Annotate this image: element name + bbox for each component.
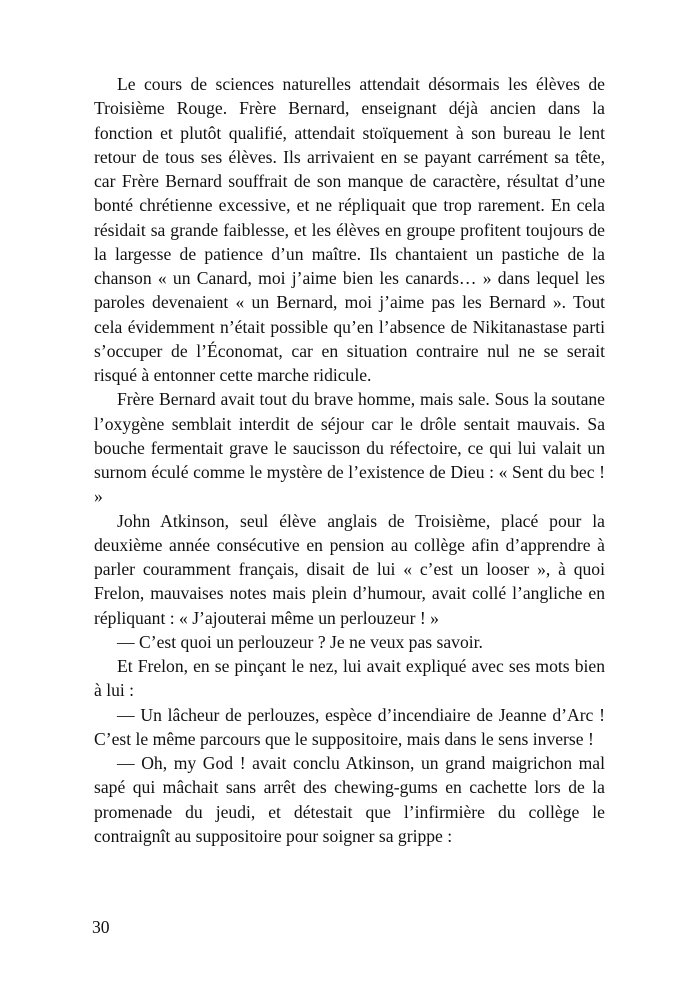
page-number: 30 xyxy=(92,917,110,937)
dialogue-line: — C’est quoi un perlouzeur ? Je ne veux pas savoir. xyxy=(117,631,483,652)
paragraph: John Atkinson, seul élève anglais de Troisième, placé pour la deuxième année consécutive en pension au collège afin d’apprendre à parler couramment français, disait de lui « c’est un looser », à quoi Frelon, mauvaises notes mais plein d’humour, avait collé l’angliche en répliquant : « J’ajouterai même un perlouzeur ! » xyxy=(94,510,605,628)
paragraph: Et Frelon, en se pinçant le nez, lui avait expliqué avec ses mots bien à lui : xyxy=(94,656,605,701)
dialogue-line: — Oh, my God ! avait conclu Atkinson, un grand maigrichon mal sapé qui mâchait sans arrêt des chewing-gums en cachette lors de la promenade du jeudi, et détestait que l’infirmière du collège le contraignît au suppositoire pour soigner sa grippe : xyxy=(94,753,605,846)
paragraph: Frère Bernard avait tout du brave homme, mais sale. Sous la soutane l’oxygène semblait interdit de séjour car le drôle sentait mauvais. Sa bouche fermentait grave le saucisson du réfectoire, ce qui lui valait un surnom éculé comme le mystère de l’existence de Dieu : « Sent du bec ! » xyxy=(94,389,605,507)
dialogue-line: — Un lâcheur de perlouzes, espèce d’incendiaire de Jeanne d’Arc ! C’est le même parcours que le suppositoire, mais dans le sens inverse ! xyxy=(94,704,605,749)
page-body xyxy=(94,72,605,848)
paragraph: Le cours de sciences naturelles attendait désormais les élèves de Troisième Rouge. Frère Bernard, enseignant déjà ancien dans la fonction et plutôt qualifié, attendait stoïquement à son bureau le lent retour de tous ses élèves. Ils arrivaient en se payant carrément sa tête, car Frère Bernard souffrait de son manque de caractère, résultat d’une bonté chrétienne excessive, et ne répliquait que trop rarement. En cela résidait sa grande faiblesse, et les élèves en groupe profitent toujours de la largesse de patience d’un maître. Ils chantaient un pastiche de la chanson « un Canard, moi j’aime bien les canards… » dans lequel les paroles devenaient « un Bernard, moi j’aime pas les Bernard ». Tout cela évidemment n’était possible qu’en l’absence de Nikitanastase parti s’occuper de l’Économat, car en situation contraire nul ne se serait risqué à entonner cette marche ridicule. xyxy=(94,74,605,385)
